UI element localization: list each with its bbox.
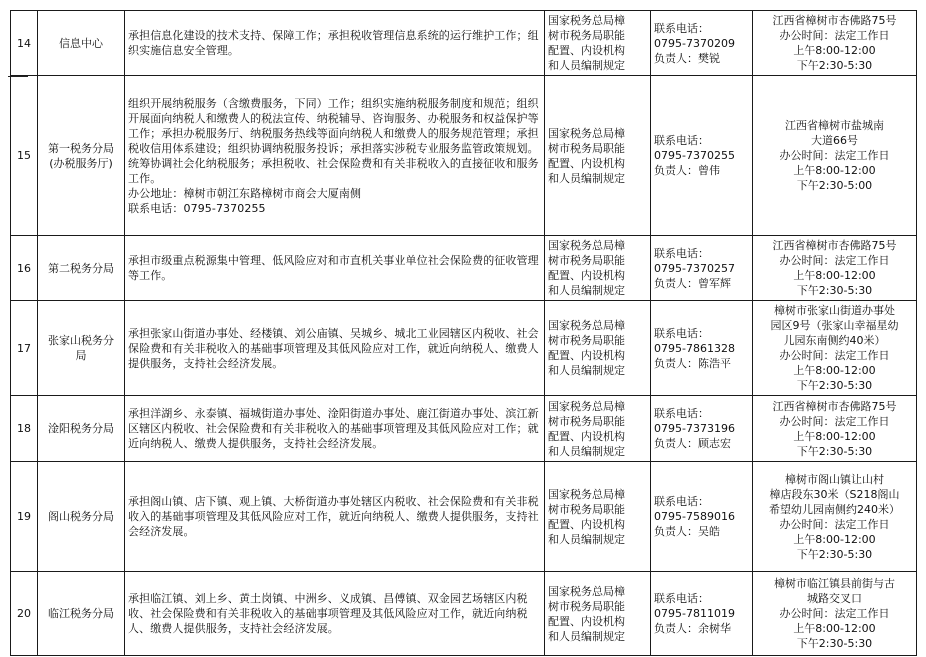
legal-basis-line: 配置、内设机构 <box>548 44 625 57</box>
address-hours-line: 办公时间：法定工作日 <box>779 29 890 42</box>
contact-info-line: 负责人：余树华 <box>654 622 731 635</box>
unit-name <box>38 236 125 301</box>
address-hours-line: 上午8:00-12:00 <box>793 44 876 57</box>
legal-basis-line: 和人员编制规定 <box>548 59 625 72</box>
row-number: 16 <box>11 236 38 301</box>
address-hours-line: 下午2:30-5:30 <box>796 284 873 297</box>
legal-basis-line: 国家税务总局樟 <box>548 239 625 252</box>
row-number: 18 <box>11 396 38 462</box>
contact-info-line: 联系电话： <box>654 21 709 35</box>
duty-description <box>125 462 545 572</box>
contact-info-line: 联系电话： <box>654 134 709 147</box>
table-row <box>11 572 917 656</box>
legal-basis <box>545 76 651 236</box>
unit-name-line: 张家山税务分 <box>48 334 114 347</box>
legal-basis-line: 树市税务局职能 <box>548 141 625 155</box>
duty-description <box>125 76 545 236</box>
contact-info-line: 负责人：吴皓 <box>654 525 720 538</box>
address-hours-line: 上午8:00-12:00 <box>793 532 876 546</box>
duty-description-line: 联系电话：0795-7370255 <box>128 201 266 215</box>
contact-info-line: 0795-7370257 <box>654 261 735 275</box>
legal-basis <box>545 301 651 396</box>
legal-basis-line: 和人员编制规定 <box>548 444 625 458</box>
address-hours-line: 大道66号 <box>811 134 858 147</box>
legal-basis-line: 和人员编制规定 <box>548 284 625 297</box>
legal-basis-line: 和人员编制规定 <box>548 532 625 546</box>
contact-info-line: 0795-7373196 <box>654 422 735 435</box>
duty-description-line: 承担信息化建设的技术支持、保障工作；承担税收管理信息系统的运行维护工作；组织实施信息安全管理。 <box>128 29 539 57</box>
legal-basis-line: 国家税务总局樟 <box>548 584 625 598</box>
address-hours-line: 下午2:30-5:30 <box>796 444 873 458</box>
address-hours-line: 下午2:30-5:30 <box>796 379 873 392</box>
table-row <box>11 462 917 572</box>
address-hours-line: 办公时间：法定工作日 <box>779 517 890 531</box>
legal-basis <box>545 11 651 76</box>
legal-basis <box>545 396 651 462</box>
unit-name-line: 临江税务分局 <box>48 607 114 620</box>
contact-info-line: 联系电话： <box>654 495 709 508</box>
address-hours-line: 儿园东南侧约40米） <box>783 334 886 347</box>
address-hours <box>753 236 917 301</box>
address-hours <box>753 462 917 572</box>
unit-name-line: 淦阳税务分局 <box>48 422 114 435</box>
contact-info-line: 负责人：曾伟 <box>654 164 720 177</box>
unit-name <box>38 11 125 76</box>
duty-description-line: 办公地址：樟树市朝江东路樟树市商会大厦南侧 <box>128 186 362 200</box>
legal-basis-line: 国家税务总局樟 <box>548 319 625 332</box>
duty-description <box>125 396 545 462</box>
unit-name <box>38 76 125 236</box>
table-row <box>11 76 917 236</box>
contact-info-line: 0795-7589016 <box>654 510 735 523</box>
legal-basis-line: 树市税务局职能 <box>548 414 625 428</box>
table-row <box>11 236 917 301</box>
address-hours-line: 办公时间：法定工作日 <box>779 254 890 267</box>
address-hours-line: 樟树市张家山街道办事处 <box>774 304 895 317</box>
legal-basis-line: 配置、内设机构 <box>548 517 625 531</box>
table-row <box>11 11 917 76</box>
address-hours-line: 下午2:30-5:00 <box>796 179 873 192</box>
unit-name-line: 信息中心 <box>59 36 103 50</box>
address-hours-line: 办公时间：法定工作日 <box>779 414 890 428</box>
unit-name-line: 第一税务分局 <box>48 141 114 155</box>
legal-basis-line: 树市税务局职能 <box>548 599 625 613</box>
address-hours-line: 江西省樟树市盐城南 <box>785 119 884 132</box>
duty-description <box>125 301 545 396</box>
address-hours-line: 上午8:00-12:00 <box>793 164 876 177</box>
table-row <box>11 396 917 462</box>
address-hours-line: 上午8:00-12:00 <box>793 364 876 377</box>
legal-basis-line: 国家税务总局樟 <box>548 399 625 413</box>
contact-info-line: 负责人：顾志宏 <box>654 437 731 450</box>
contact-info-line: 负责人：曾军辉 <box>654 276 731 290</box>
address-hours <box>753 572 917 656</box>
legal-basis-line: 配置、内设机构 <box>548 429 625 443</box>
address-hours-line: 办公时间：法定工作日 <box>779 149 890 162</box>
legal-basis-line: 树市税务局职能 <box>548 502 625 516</box>
address-hours-line: 园区9号（张家山幸福星幼 <box>770 319 899 332</box>
unit-name-line: 阁山税务分局 <box>48 510 114 523</box>
legal-basis-line: 树市税务局职能 <box>548 29 625 42</box>
address-hours-line: 上午8:00-12:00 <box>793 269 876 282</box>
unit-name <box>38 301 125 396</box>
unit-name-line: 第二税务分局 <box>48 261 114 275</box>
legal-basis-line: 国家税务总局樟 <box>548 487 625 501</box>
legal-basis-line: 树市税务局职能 <box>548 334 625 347</box>
legal-basis <box>545 462 651 572</box>
legal-basis-line: 树市税务局职能 <box>548 254 625 267</box>
legal-basis-line: 和人员编制规定 <box>548 364 625 377</box>
legal-basis-line: 和人员编制规定 <box>548 171 625 185</box>
address-hours <box>753 11 917 76</box>
legal-basis <box>545 236 651 301</box>
row-number: 20 <box>11 572 38 656</box>
legal-basis-line: 和人员编制规定 <box>548 629 625 643</box>
row-number: 14 <box>11 11 38 76</box>
duty-description-line: 承担临江镇、刘上乡、黄土岗镇、中洲乡、义成镇、昌傅镇、双金园艺场辖区内税收、社会保险费和有关非税收入的基础事项管理及其低风险应对工作，就近向纳税人、缴费人提供服务，支持社会经济发展。 <box>128 592 528 635</box>
duty-description-line: 承担洋湖乡、永泰镇、福城街道办事处、淦阳街道办事处、鹿江街道办事处、滨江新区辖区内税收、社会保险费和有关非税收入的基础事项管理及其低风险应对工作；就近向纳税人、缴费人提供服务，支持社会经济发展。 <box>128 407 539 450</box>
address-hours-line: 下午2:30-5:30 <box>796 547 873 561</box>
duty-description-line: 承担市级重点税源集中管理、低风险应对和市直机关事业单位社会保险费的征收管理等工作。 <box>128 254 539 282</box>
row-number: 19 <box>11 462 38 572</box>
address-hours-line: 办公时间：法定工作日 <box>779 349 890 362</box>
duty-description-line: 承担阁山镇、店下镇、观上镇、大桥街道办事处辖区内税收、社会保险费和有关非税收入的基础事项管理及其低风险应对工作，就近向纳税人、缴费人提供服务，支持社会经济发展。 <box>128 495 539 538</box>
duty-description-line: 承担张家山街道办事处、经楼镇、刘公庙镇、吴城乡、城北工业园辖区内税收、社会保险费和有关非税收入的基础事项管理及其低风险应对工作，就近向纳税人、缴费人提供服务，支持社会经济发展。 <box>128 326 539 370</box>
duty-description <box>125 572 545 656</box>
contact-info-line: 负责人：樊锐 <box>654 51 720 65</box>
contact-info <box>651 572 753 656</box>
legal-basis-line: 配置、内设机构 <box>548 614 625 628</box>
contact-info-line: 联系电话： <box>654 246 709 260</box>
address-hours-line: 城路交叉口 <box>807 592 862 605</box>
address-hours-line: 樟店段东30米（S218阁山 <box>769 487 900 501</box>
address-hours <box>753 396 917 462</box>
table-row <box>11 301 917 396</box>
contact-info-line: 0795-7811019 <box>654 607 735 620</box>
row-number: 17 <box>11 301 38 396</box>
duty-description <box>125 236 545 301</box>
contact-info-line: 联系电话： <box>654 326 709 340</box>
legal-basis-line: 配置、内设机构 <box>548 156 625 170</box>
address-hours-line: 希望幼儿园南侧约240米） <box>769 502 900 516</box>
contact-info-line: 0795-7370209 <box>654 36 735 50</box>
duty-description-line: 组织开展纳税服务（含缴费服务，下同）工作；组织实施纳税服务制度和规范；组织开展面向纳税人和缴费人的税法宣传、纳税辅导、咨询服务、办税服务和权益保护等工作；承担办税服务厅、纳税服务热线等面向纳税人和缴费人的服务规范管理；承担税收信用体系建设；组织协调纳税服务投诉；承担落实涉税专业服务监管政策规划。统筹协调社会化纳税服务；承担税收、社会保险费和有关非税收入的直接征收和服务工作。 <box>128 96 539 185</box>
legal-basis-line: 国家税务总局樟 <box>548 126 625 140</box>
contact-info-line: 联系电话： <box>654 592 709 605</box>
unit-name <box>38 462 125 572</box>
address-hours-line: 江西省樟树市杏佛路75号 <box>772 399 897 413</box>
duty-description <box>125 11 545 76</box>
address-hours <box>753 301 917 396</box>
legal-basis-line: 配置、内设机构 <box>548 349 625 362</box>
address-hours-line: 上午8:00-12:00 <box>793 429 876 443</box>
address-hours-line: 江西省樟树市杏佛路75号 <box>772 239 897 252</box>
unit-name-line: 局 <box>75 349 87 362</box>
row-number: 15 <box>11 76 38 236</box>
unit-name-line: (办税服务厅) <box>49 156 113 170</box>
address-hours <box>753 76 917 236</box>
address-hours-line: 办公时间：法定工作日 <box>779 607 890 620</box>
address-hours-line: 上午8:00-12:00 <box>793 622 876 635</box>
address-hours-line: 江西省樟树市杏佛路75号 <box>772 14 897 27</box>
contact-info-line: 联系电话： <box>654 407 709 420</box>
contact-info <box>651 301 753 396</box>
contact-info <box>651 236 753 301</box>
contact-info-line: 0795-7861328 <box>654 341 735 355</box>
contact-info-line: 负责人：陈浩平 <box>654 356 731 370</box>
unit-name <box>38 572 125 656</box>
address-hours-line: 下午2:30-5:30 <box>796 637 873 650</box>
contact-info <box>651 76 753 236</box>
contact-info <box>651 11 753 76</box>
tax-bureau-table <box>10 10 917 656</box>
contact-info <box>651 462 753 572</box>
legal-basis <box>545 572 651 656</box>
legal-basis-line: 配置、内设机构 <box>548 269 625 282</box>
legal-basis-line: 国家税务总局樟 <box>548 14 625 27</box>
contact-info-line: 0795-7370255 <box>654 149 735 162</box>
address-hours-line: 樟树市临江镇县前街与古 <box>774 577 895 590</box>
address-hours-line: 下午2:30-5:30 <box>796 59 873 72</box>
contact-info <box>651 396 753 462</box>
unit-name <box>38 396 125 462</box>
address-hours-line: 樟树市阁山镇让山村 <box>785 472 884 486</box>
